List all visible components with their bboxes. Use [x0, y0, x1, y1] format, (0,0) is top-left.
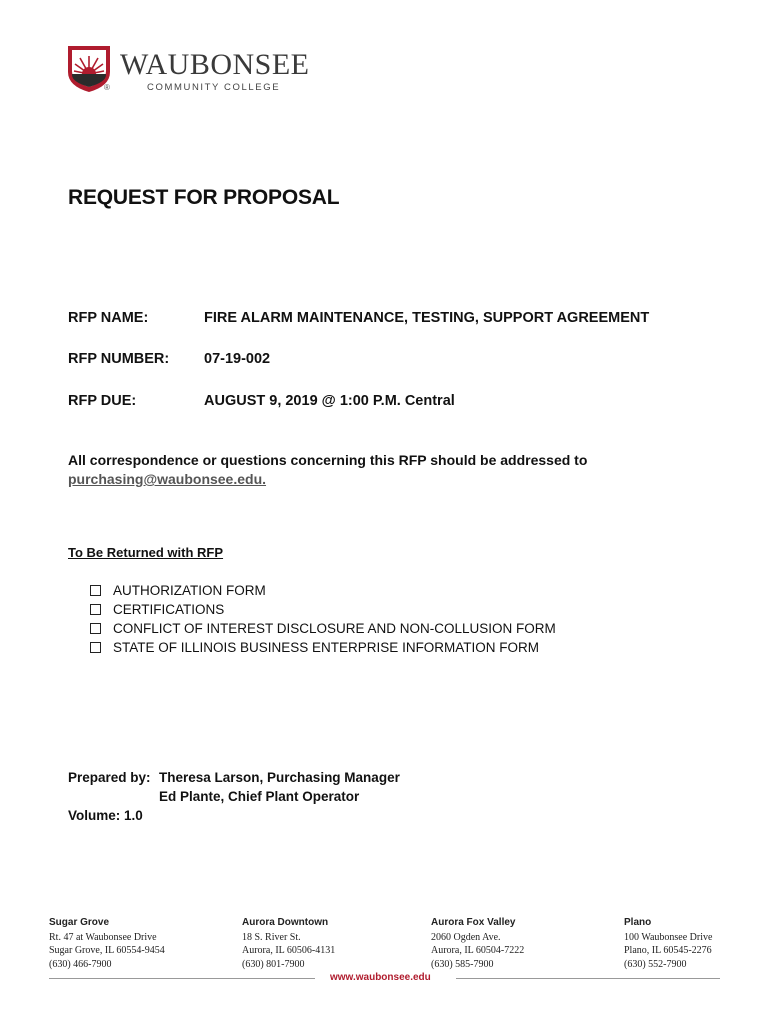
campus-plano	[624, 916, 712, 971]
preparer-2: Ed Plante, Chief Plant Operator	[159, 789, 360, 804]
campus-aurora-fox-valley	[431, 916, 524, 971]
checkbox-icon[interactable]	[90, 585, 101, 596]
campus-address-line: 100 Waubonsee Drive	[624, 931, 713, 943]
prepared-by-label: Prepared by:	[68, 770, 151, 785]
checkbox-icon[interactable]	[90, 642, 101, 653]
footer-rule-right	[456, 978, 720, 979]
campus-sugar-grove	[49, 916, 165, 971]
checklist-item[interactable]	[90, 583, 266, 598]
checklist-item[interactable]	[90, 621, 556, 636]
campus-address-line: Aurora, IL 60504-7222	[431, 945, 525, 956]
correspondence-text: All correspondence or questions concerning this RFP should be addressed to	[68, 452, 588, 468]
campus-address-line: Sugar Grove, IL 60554-9454	[49, 945, 165, 956]
campus-phone: (630) 801-7900	[242, 958, 305, 970]
checklist-item-label: CONFLICT OF INTEREST DISCLOSURE AND NON-COLLUSION FORM	[113, 621, 556, 636]
checklist-item-label: AUTHORIZATION FORM	[113, 583, 266, 598]
checklist-item-label: CERTIFICATIONS	[113, 602, 225, 617]
rfp-number-value: 07-19-002	[204, 351, 271, 367]
campus-name: Aurora Downtown	[242, 917, 329, 928]
college-logo-wordmark: WAUBONSEE	[120, 48, 310, 81]
campus-phone: (630) 552-7900	[624, 958, 687, 970]
rfp-due-label: RFP DUE:	[68, 393, 137, 409]
checkbox-icon[interactable]	[90, 604, 101, 615]
campus-address-line: Aurora, IL 60506-4131	[242, 945, 336, 956]
correspondence-note	[68, 451, 587, 489]
website-link[interactable]: www.waubonsee.edu	[330, 972, 431, 983]
checklist-item-label: STATE OF ILLINOIS BUSINESS ENTERPRISE INFORMATION FORM	[113, 640, 540, 655]
campus-phone: (630) 585-7900	[431, 958, 494, 970]
footer-rule-left	[49, 978, 315, 979]
campus-name: Aurora Fox Valley	[431, 917, 516, 928]
purchasing-email-link[interactable]: purchasing@waubonsee.edu.	[68, 471, 267, 487]
rfp-name-value: FIRE ALARM MAINTENANCE, TESTING, SUPPORT AGREEMENT	[204, 310, 650, 326]
campus-address-line: Rt. 47 at Waubonsee Drive	[49, 931, 157, 943]
campus-address-line: 18 S. River St.	[242, 931, 301, 943]
campus-aurora-downtown	[242, 916, 335, 971]
checkbox-icon[interactable]	[90, 623, 101, 634]
registered-mark: ®	[104, 83, 110, 92]
campus-phone: (630) 466-7900	[49, 958, 112, 970]
rfp-name-label: RFP NAME:	[68, 310, 149, 326]
campus-name: Sugar Grove	[49, 917, 110, 928]
rfp-number-label: RFP NUMBER:	[68, 351, 170, 367]
document-volume: Volume: 1.0	[68, 808, 143, 823]
checklist-item[interactable]	[90, 602, 224, 617]
checklist-item[interactable]	[90, 640, 539, 655]
preparer-1: Theresa Larson, Purchasing Manager	[159, 770, 400, 785]
campus-name: Plano	[624, 917, 652, 928]
campus-address-line: 2060 Ogden Ave.	[431, 931, 501, 943]
document-title: REQUEST FOR PROPOSAL	[68, 186, 340, 209]
campus-address-line: Plano, IL 60545-2276	[624, 945, 712, 956]
returned-forms-heading: To Be Returned with RFP	[68, 545, 224, 560]
rfp-due-value: AUGUST 9, 2019 @ 1:00 P.M. Central	[204, 393, 455, 409]
college-logo-subtitle: COMMUNITY COLLEGE	[147, 82, 281, 93]
